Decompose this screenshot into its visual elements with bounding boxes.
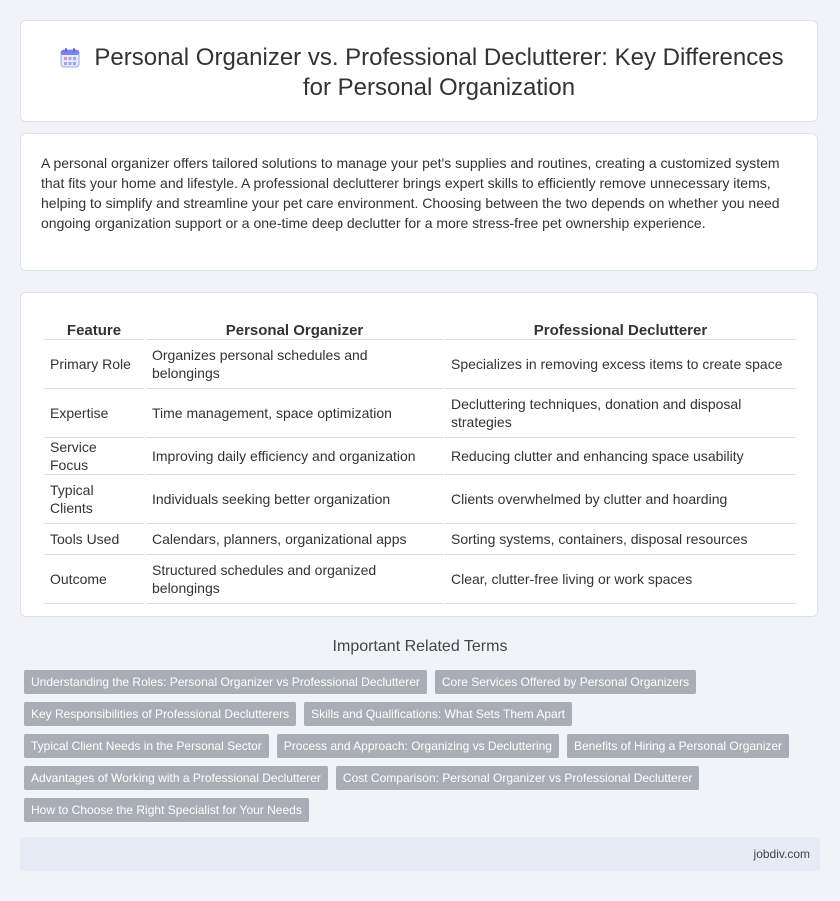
page-title: Personal Organizer vs. Professional Declutterer: Key Differences for Personal Organization: [94, 44, 784, 101]
feature-cell: Expertise: [44, 389, 144, 438]
feature-cell: Primary Role: [44, 340, 144, 389]
comparison-card: [20, 292, 818, 617]
professional-declutterer-cell: Specializes in removing excess items to create space: [445, 340, 796, 389]
related-term-tag[interactable]: Typical Client Needs in the Personal Sector: [24, 734, 269, 758]
footer-site-link[interactable]: jobdiv.com: [753, 847, 810, 861]
personal-organizer-cell: Individuals seeking better organization: [146, 475, 443, 524]
table-row: [44, 475, 796, 524]
table-row: [44, 438, 796, 475]
intro-paragraph: A personal organizer offers tailored solutions to manage your pet's supplies and routines, creating a customized system that fits your home and lifestyle. A professional declutterer brings expert skills to efficiently remove unnecessary items, helping to simplify and streamline your pet care environment. Choosing between the two depends on whether you need ongoing organization support or a one-time deep declutter for a more stress-free pet ownership experience.: [41, 155, 780, 231]
related-term-tag[interactable]: Cost Comparison: Personal Organizer vs Professional Declutterer: [336, 766, 699, 790]
table-row: [44, 389, 796, 438]
comparison-table: [42, 313, 798, 604]
feature-cell: Outcome: [44, 555, 144, 604]
related-term-tag[interactable]: Understanding the Roles: Personal Organizer vs Professional Declutterer: [24, 670, 427, 694]
feature-cell: Service Focus: [44, 438, 144, 475]
personal-organizer-cell: Organizes personal schedules and belongings: [146, 340, 443, 389]
table-header-row: [44, 313, 796, 340]
professional-declutterer-cell: Decluttering techniques, donation and disposal strategies: [445, 389, 796, 438]
related-term-tag[interactable]: Skills and Qualifications: What Sets Them Apart: [304, 702, 572, 726]
professional-declutterer-cell: Clients overwhelmed by clutter and hoarding: [445, 475, 796, 524]
table-row: [44, 524, 796, 555]
professional-declutterer-cell: Reducing clutter and enhancing space usability: [445, 438, 796, 475]
calendar-icon: [59, 47, 81, 69]
personal-organizer-cell: Calendars, planners, organizational apps: [146, 524, 443, 555]
column-header-personal-organizer: Personal Organizer: [146, 313, 443, 340]
personal-organizer-cell: Improving daily efficiency and organization: [146, 438, 443, 475]
related-terms-list: [24, 670, 814, 830]
related-term-tag[interactable]: How to Choose the Right Specialist for Your Needs: [24, 798, 309, 822]
table-row: [44, 555, 796, 604]
feature-cell: Tools Used: [44, 524, 144, 555]
professional-declutterer-cell: Sorting systems, containers, disposal resources: [445, 524, 796, 555]
related-terms-heading: Important Related Terms: [332, 638, 508, 655]
related-term-tag[interactable]: Process and Approach: Organizing vs Decluttering: [277, 734, 559, 758]
personal-organizer-cell: Time management, space optimization: [146, 389, 443, 438]
title-card: [20, 20, 818, 122]
related-term-tag[interactable]: Core Services Offered by Personal Organizers: [435, 670, 696, 694]
feature-cell: Typical Clients: [44, 475, 144, 524]
table-row: [44, 340, 796, 389]
related-term-tag[interactable]: Key Responsibilities of Professional Declutterers: [24, 702, 296, 726]
column-header-feature: Feature: [44, 313, 144, 340]
related-term-tag[interactable]: Benefits of Hiring a Personal Organizer: [567, 734, 789, 758]
footer: [20, 837, 820, 871]
intro-card: [20, 133, 818, 271]
related-term-tag[interactable]: Advantages of Working with a Professional Declutterer: [24, 766, 328, 790]
column-header-professional-declutterer: Professional Declutterer: [445, 313, 796, 340]
personal-organizer-cell: Structured schedules and organized belongings: [146, 555, 443, 604]
professional-declutterer-cell: Clear, clutter-free living or work spaces: [445, 555, 796, 604]
